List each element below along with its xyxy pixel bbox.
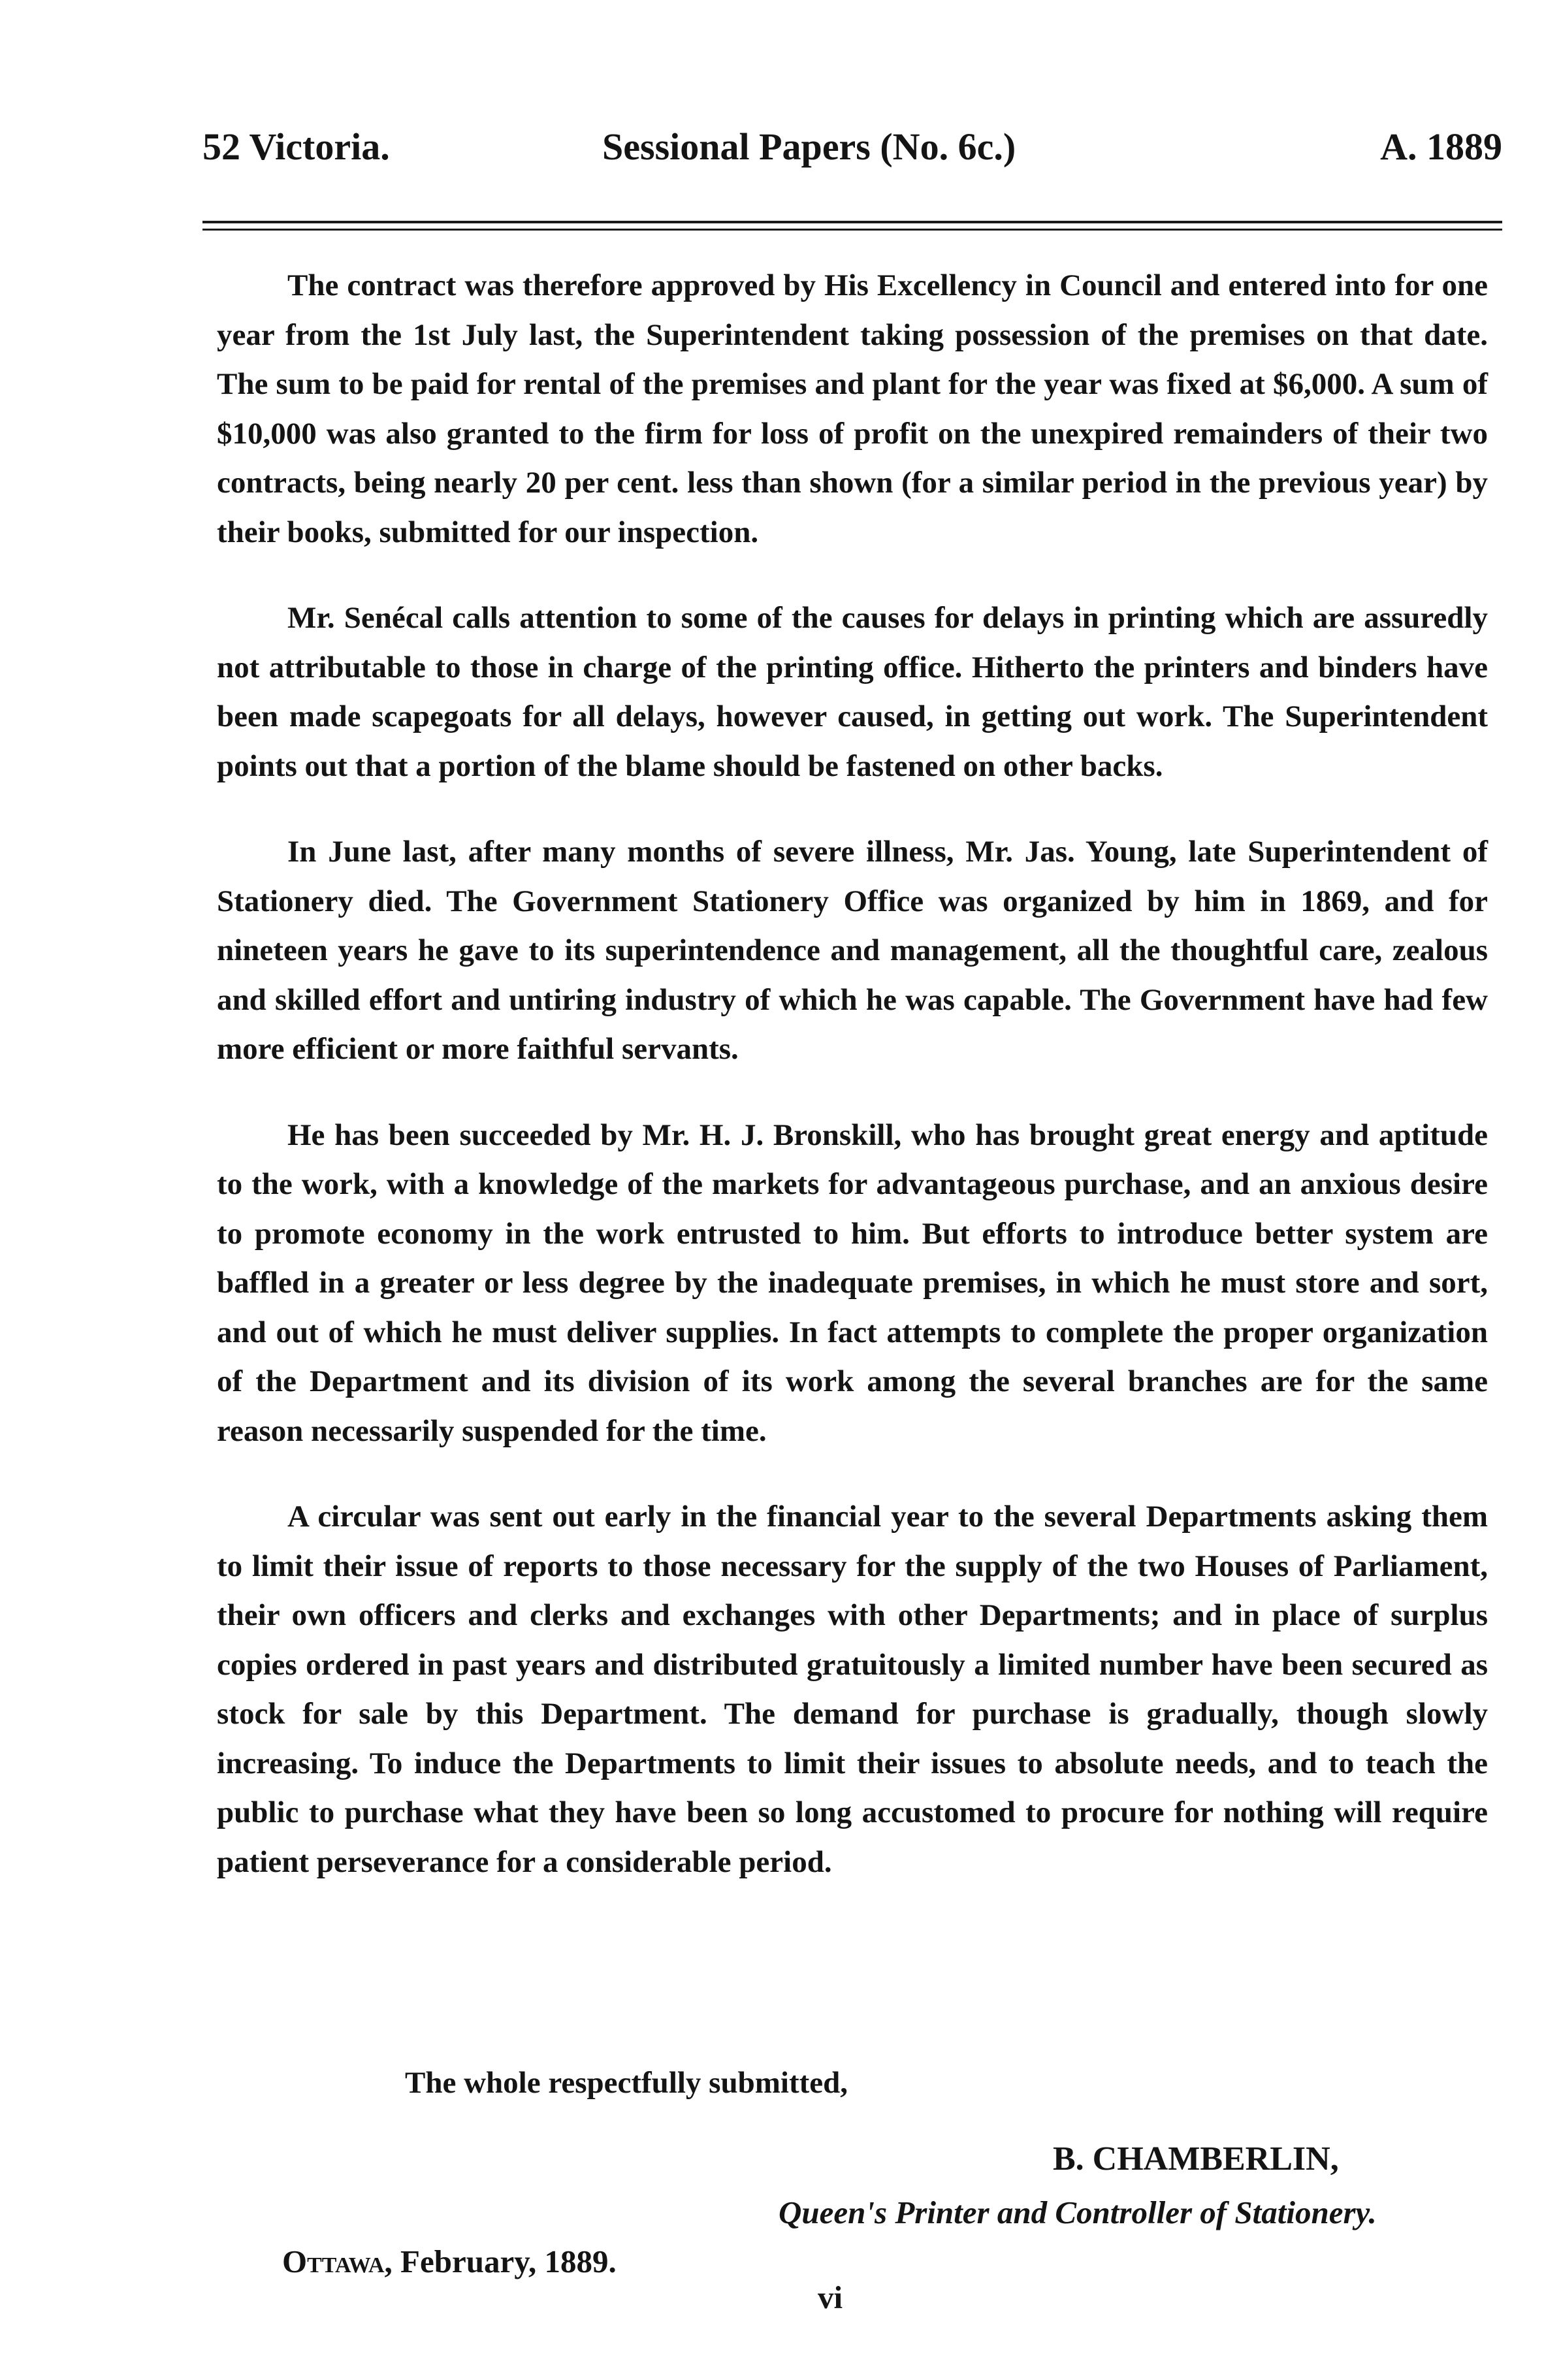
signer-name: B. CHAMBERLIN, [1053, 2140, 1339, 2178]
report-body [217, 261, 1488, 1923]
paragraph-delays: Mr. Senécal calls attention to some of the causes for delays in printing which are assuredly not attributable to those in charge of the printing office. Hitherto the printers and binders have been made scapegoats for all delays, however caused, in getting out work. The Superintendent points out that a portion of the blame should be fastened on other backs. [217, 601, 1488, 783]
signer-title: Queen's Printer and Controller of Stationery. [779, 2195, 1377, 2230]
closing-line: The whole respectfully submitted, [405, 2066, 848, 2100]
header-rule-thin [202, 229, 1502, 231]
paragraph-contract: The contract was therefore approved by His Excellency in Council and entered into for one year from the 1st July last, the Superintendent taking possession of the premises on that date. The sum to be paid for rental of the premises and plant for the year was fixed at $6,000. A sum of $10,000 was also granted to the firm for loss of profit on the unexpired remainders of their two contracts, being nearly 20 per cent. less than shown (for a similar period in the previous year) by their books, submitted for our inspection. [217, 268, 1488, 549]
place-name: Ottawa, [282, 2243, 393, 2279]
header-rule-thick [202, 221, 1502, 223]
place-date-line [282, 2237, 617, 2286]
paragraph-bronskill: He has been succeeded by Mr. H. J. Bronskill, who has brought great energy and aptitude to the work, with a knowledge of the markets for advantageous purchase, and an anxious desire to promote economy in the work entrusted to him. But efforts to introduce better system are baffled in a greater or less degree by the inadequate premises, in which he must store and sort, and out of which he must deliver supplies. In fact attempts to complete the proper organization of the Department and its division of its work among the several branches are for the same reason necessarily suspended for the time. [217, 1118, 1488, 1448]
page-folio: vi [818, 2279, 843, 2315]
paragraph-circular: A circular was sent out early in the financial year to the several Departments asking them to limit their issue of reports to those necessary for the supply of the two Houses of Parliament, their own officers and clerks and exchanges with other Departments; and in place of surplus copies ordered in past years and distributed gratuitously a limited number have been secured as stock for sale by this Department. The demand for purchase is gradually, though slowly increasing. To induce the Departments to limit their issues to absolute needs, and to teach the public to purchase what they have been so long accustomed to procure for nothing will require patient perseverance for a considerable period. [217, 1500, 1488, 1879]
running-header [202, 121, 1502, 173]
header-session: 52 Victoria. [202, 125, 390, 168]
header-year: A. 1889 [1380, 125, 1502, 168]
header-sessional-papers: Sessional Papers (No. 6c.) [602, 125, 1016, 168]
date-text: February, 1889. [400, 2243, 617, 2279]
paragraph-young: In June last, after many months of severe illness, Mr. Jas. Young, late Superintendent of Stationery died. The Government Stationery Office was organized by him in 1869, and for nineteen years he gave to its superintendence and management, all the thoughtful care, zealous and skilled effort and untiring industry of which he was capable. The Government have had few more efficient or more faithful servants. [217, 835, 1488, 1066]
